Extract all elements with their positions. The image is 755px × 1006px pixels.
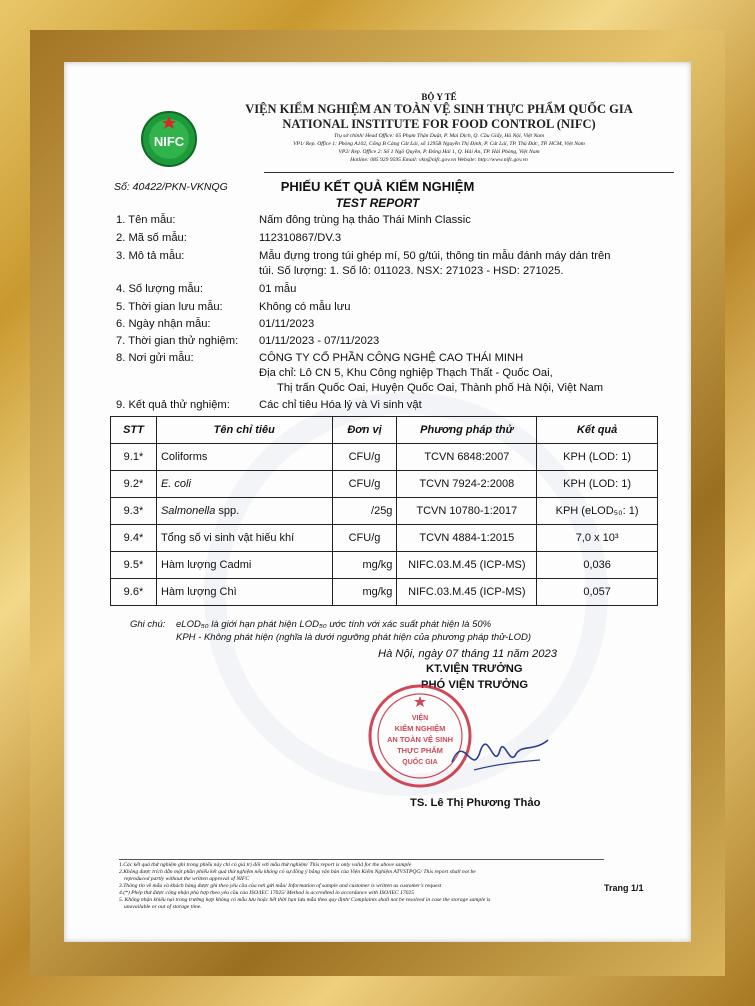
cell-method: NIFC.03.M.45 (ICP-MS) <box>397 579 537 606</box>
field-label: 4. Số lượng mẫu: <box>116 283 203 295</box>
signer-role-1: KT.VIỆN TRƯỞNG <box>426 663 523 675</box>
field-value: Mẫu đựng trong túi ghép mí, 50 g/túi, thông tin mẫu đánh máy dán trên <box>259 250 611 262</box>
signer-role-2: PHÓ VIỆN TRƯỞNG <box>421 679 529 691</box>
cell-method: TCVN 4884-1:2015 <box>397 525 537 552</box>
table-row <box>111 471 658 498</box>
footer-note-5: 5. Không nhận khiếu nại trong trường hợp không có mẫu lưu hoặc hết thời hạn lưu mẫu theo quy định/ Complaints shall not be resolved in case the storage sample is <box>119 897 491 903</box>
certificate-paper <box>64 62 691 942</box>
field-value: 112310867/DV.3 <box>259 232 342 244</box>
note-line-2: KPH - Không phát hiện (nghĩa là dưới ngưỡng phát hiện của phương pháp thử-LOD) <box>176 632 532 643</box>
field-label: 5. Thời gian lưu mẫu: <box>116 301 223 313</box>
field-value: Nấm đông trùng hạ thảo Thái Minh Classic <box>259 214 471 226</box>
institute-name-en: NATIONAL INSTITUTE FOR FOOD CONTROL (NIFC) <box>282 117 596 131</box>
cell-name <box>156 444 332 471</box>
field-label: 2. Mã số mẫu: <box>116 232 187 244</box>
page-number: Trang 1/1 <box>604 883 644 893</box>
cell-method: TCVN 6848:2007 <box>397 444 537 471</box>
cell-stt: 9.3* <box>111 498 157 525</box>
report-title: PHIẾU KẾT QUẢ KIỂM NGHIỆM <box>280 179 475 194</box>
logo-text: NIFC <box>153 134 185 149</box>
table-row <box>111 525 658 552</box>
cell-unit: CFU/g <box>332 471 397 498</box>
footer-note-1: 1.Các kết quả thử nghiệm ghi trong phiếu này chỉ có giá trị đối với mẫu thử nghiệm/ This report is only valid for the above sample <box>119 862 412 868</box>
indicator-name: Salmonella <box>160 505 216 517</box>
stamp-text-2: KIỂM NGHIỆM <box>394 724 446 733</box>
cell-result: KPH (LOD: 1) <box>537 444 658 471</box>
stamp-text-5: QUỐC GIA <box>402 759 438 766</box>
sender-address-1: Địa chỉ: Lô CN 5, Khu Công nghiệp Thạch Thất - Quốc Oai, <box>259 367 553 379</box>
contact-line: Hotline: 085 929 9595 Email: vkn@nifc.gov.vn Website: http://www.nifc.gov.vn <box>350 157 528 163</box>
indicator-name: Tổng số vi sinh vật hiếu khí <box>160 532 295 544</box>
nifc-logo-icon <box>140 110 198 168</box>
cell-stt: 9.1* <box>111 444 157 471</box>
cell-name <box>156 498 332 525</box>
indicator-name-suffix: spp. <box>215 505 240 517</box>
col-header: Kết quả <box>537 417 658 444</box>
cell-unit: CFU/g <box>332 525 397 552</box>
sender-address-2: Thị trấn Quốc Oai, Huyện Quốc Oai, Thành phố Hà Nội, Việt Nam <box>277 382 604 394</box>
header-divider <box>264 172 674 173</box>
cell-unit: mg/kg <box>332 552 397 579</box>
table-row <box>111 444 658 471</box>
institute-header <box>204 92 674 164</box>
handwritten-signature <box>444 722 554 782</box>
cell-stt: 9.2* <box>111 471 157 498</box>
indicator-name: Hàm lượng Chì <box>160 586 237 598</box>
table-row <box>111 579 658 606</box>
note-line-1: eLOD₅₀ là giới hạn phát hiện LOD₅₀ ước tính với xác suất phát hiện là 50% <box>176 619 492 630</box>
rep-office-2: VP2/ Rep. Office 2: Số 1 Ngô Quyền, P. Đông Hải 1, Q. Hải An, TP. Hải Phòng, Việt Nam <box>338 149 540 155</box>
footer-divider <box>119 859 604 860</box>
cell-stt: 9.4* <box>111 525 157 552</box>
cell-result: 0,057 <box>537 579 658 606</box>
col-header: Tên chỉ tiêu <box>156 417 332 444</box>
field-value: Không có mẫu lưu <box>259 301 351 313</box>
field-label: 7. Thời gian thử nghiệm: <box>116 335 239 347</box>
results-table <box>110 416 658 606</box>
cell-method: TCVN 7924-2:2008 <box>397 471 537 498</box>
field-label: 8. Nơi gửi mẫu: <box>116 352 194 364</box>
report-subtitle: TEST REPORT <box>335 196 420 210</box>
notes-label: Ghi chú: <box>130 619 166 630</box>
cell-unit: /25g <box>332 498 397 525</box>
cell-result: 0,036 <box>537 552 658 579</box>
table-header-row <box>111 417 658 444</box>
col-header: Đơn vị <box>332 417 397 444</box>
indicator-name: E. coli <box>160 478 191 490</box>
stamp-text-1: VIỆN <box>411 715 429 722</box>
cell-result: 7,0 x 10³ <box>537 525 658 552</box>
rep-office-1: VP1/ Rep. Office 1: Phòng A102, Cổng B Cảng Cát Lái, số 1295B Nguyễn Thị Định, P. Cát Lái, TP. Thủ Đức, TP. HCM, Việt Nam <box>293 141 585 147</box>
footer-note-4: 4.(*) Phép thử được công nhận phù hợp theo yêu cầu của ISO/IEC 17025/ Method is accredited in accordance with ISO/IEC 17025 <box>119 890 415 896</box>
cell-method: NIFC.03.M.45 (ICP-MS) <box>397 552 537 579</box>
col-header: STT <box>111 417 157 444</box>
field-value-line2: túi. Số lượng: 1. Số lô: 011023. NSX: 271023 - HSD: 271025. <box>259 265 564 277</box>
issue-date: Hà Nội, ngày 07 tháng 11 năm 2023 <box>378 648 557 660</box>
indicator-name: Hàm lượng Cadmi <box>160 559 252 571</box>
footer-note-3: 3.Thông tin về mẫu và khách hàng được ghi theo yêu cầu của nơi gửi mẫu/ Information of sample and customer is written as customer's request <box>119 883 442 889</box>
signer-name: TS. Lê Thị Phương Thảo <box>410 797 541 809</box>
stamp-text-3: AN TOÀN VỆ SINH <box>386 735 454 744</box>
institute-name-vi: VIỆN KIỂM NGHIỆM AN TOÀN VỆ SINH THỰC PHẨM QUỐC GIA <box>245 102 633 116</box>
footer-note-5b: unavailable or out of storage time. <box>124 904 202 910</box>
ministry-name: BỘ Y TẾ <box>421 92 457 102</box>
cell-stt: 9.6* <box>111 579 157 606</box>
cell-unit: CFU/g <box>332 444 397 471</box>
cell-result: KPH (eLOD₅₀: 1) <box>537 498 658 525</box>
sender-company: CÔNG TY CỔ PHẦN CÔNG NGHỆ CAO THÁI MINH <box>259 352 524 364</box>
field-label: 1. Tên mẫu: <box>116 214 176 226</box>
cell-name <box>156 471 332 498</box>
cell-unit: mg/kg <box>332 579 397 606</box>
field-label: 3. Mô tả mẫu: <box>116 250 185 262</box>
cell-name <box>156 579 332 606</box>
field-value: Các chỉ tiêu Hóa lý và Vi sinh vật <box>259 399 422 411</box>
table-row <box>111 552 658 579</box>
cell-method: TCVN 10780-1:2017 <box>397 498 537 525</box>
footer-note-2: 2.Không được trích dẫn một phần phiếu kết quả thử nghiệm nếu không có sự đồng ý bằng văn bản của Viện Kiểm Nghiệm ATVSTPQG/ This report shall not be <box>119 869 476 875</box>
table-row <box>111 498 658 525</box>
cell-result: KPH (LOD: 1) <box>537 471 658 498</box>
stamp-text-4: THỰC PHẨM <box>397 746 443 755</box>
field-value: 01/11/2023 - 07/11/2023 <box>259 335 380 347</box>
field-label: 9. Kết quả thử nghiệm: <box>116 399 230 411</box>
head-office: Trụ sở chính/ Head Office: 65 Phạm Thận Duật, P. Mai Dịch, Q. Cầu Giấy, Hà Nội, Việt Nam <box>333 133 545 139</box>
cell-name <box>156 525 332 552</box>
cell-name <box>156 552 332 579</box>
cell-stt: 9.5* <box>111 552 157 579</box>
col-header: Phương pháp thử <box>397 417 537 444</box>
report-number: Số: 40422/PKN-VKNQG <box>114 181 228 193</box>
field-label: 6. Ngày nhận mẫu: <box>116 318 211 330</box>
indicator-name: Coliforms <box>160 451 208 463</box>
field-value: 01/11/2023 <box>259 318 315 330</box>
footer-note-2b: reproduced partly without the written approval of NIFC <box>124 876 250 882</box>
field-value: 01 mẫu <box>259 283 297 295</box>
